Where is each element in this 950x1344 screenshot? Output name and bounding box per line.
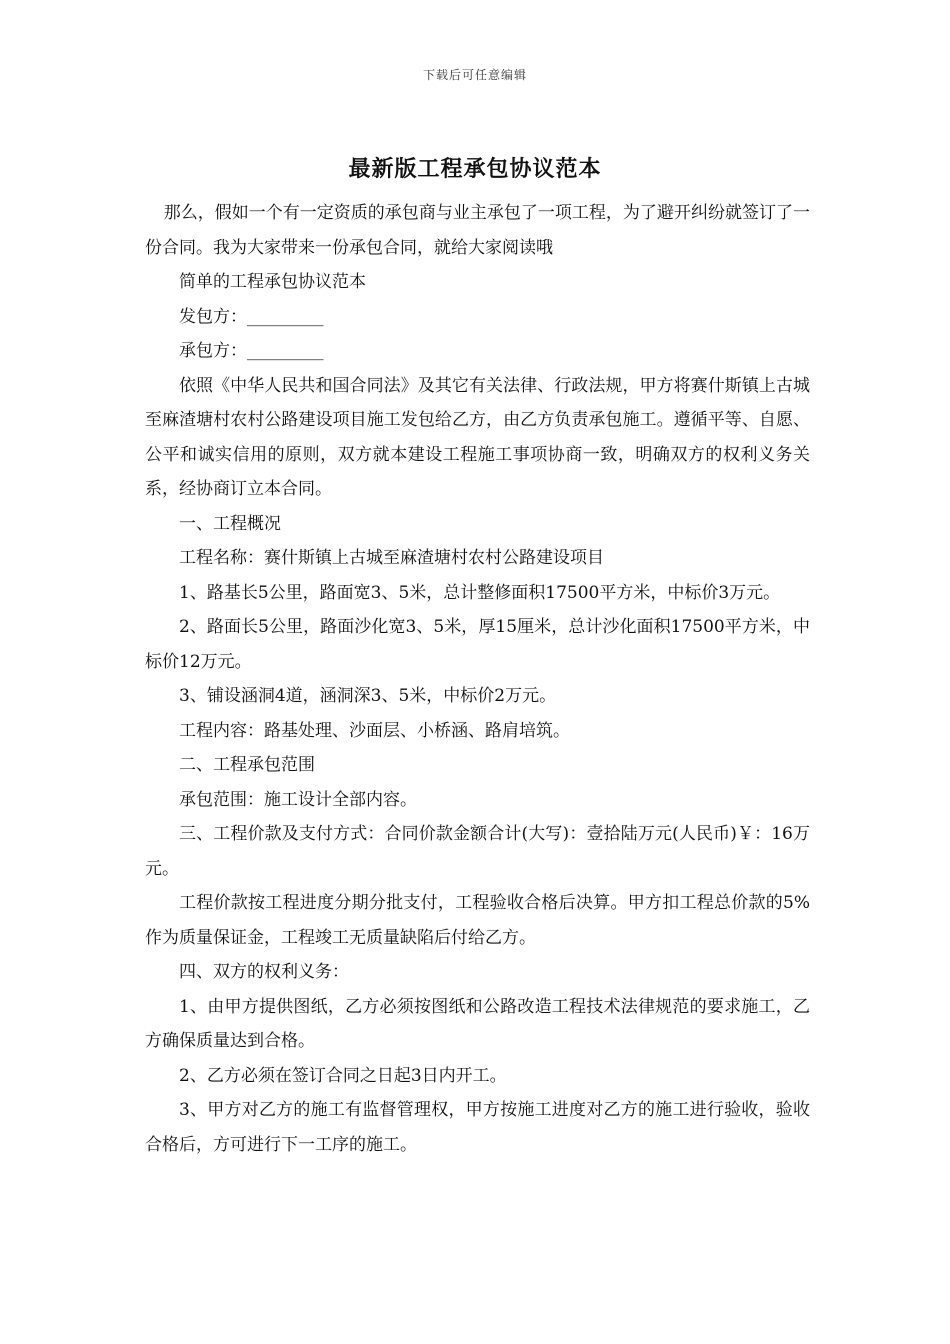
section-heading-rights: 四、双方的权利义务： bbox=[179, 962, 349, 982]
document-body bbox=[145, 196, 810, 1162]
paragraph-scope: 承包范围：施工设计全部内容。 bbox=[179, 789, 417, 810]
paragraph-item-3: 3、铺设涵洞4道，涵洞深3、5米，中标价2万元。 bbox=[179, 686, 557, 706]
paragraph-item-1: 1、路基长5公里，路面宽3、5米，总计整修面积17500平方米，中标价3万元。 bbox=[179, 582, 781, 603]
section-heading-price: 三、工程价款及支付方式：合同价款金额合计(大写)：壹拾陆万元(人民币)￥：16万元。 bbox=[145, 824, 810, 879]
paragraph-rights-2: 2、乙方必须在签订合同之日起3日内开工。 bbox=[179, 1065, 507, 1086]
section-heading-scope: 二、工程承包范围 bbox=[179, 755, 315, 775]
paragraph-intro: 那么，假如一个有一定资质的承包商与业主承包了一项工程，为了避开纠纷就签订了一份合同。我为大家带来一份承包合同，就给大家阅读哦 bbox=[145, 203, 810, 258]
paragraph-issuer: 发包方：_________ bbox=[179, 306, 324, 327]
paragraph-payment: 工程价款按工程进度分期分批支付，工程验收合格后决算。甲方扣工程总价款的5%作为质量保证金，工程竣工无质量缺陷后付给乙方。 bbox=[145, 893, 810, 948]
paragraph-contractor: 承包方：_________ bbox=[179, 341, 324, 361]
paragraph-content: 工程内容：路基处理、沙面层、小桥涵、路肩培筑。 bbox=[179, 720, 570, 741]
paragraph-item-2: 2、路面长5公里，路面沙化宽3、5米，厚15厘米，总计沙化面积17500平方米，中标价12万元。 bbox=[145, 617, 810, 672]
section-heading-overview: 一、工程概况 bbox=[179, 513, 281, 534]
paragraph-basis: 依照《中华人民共和国合同法》及其它有关法律、行政法规，甲方将赛什斯镇上古城至麻渣塘村农村公路建设项目施工发包给乙方，由乙方负责承包施工。遵循平等、自愿、公平和诚实信用的原则，双方就本建设工程施工事项协商一致，明确双方的权利义务关系，经协商订立本合同。 bbox=[145, 375, 810, 499]
header-note: 下载后可任意编辑 bbox=[422, 68, 527, 82]
document-title: 最新版工程承包协议范本 bbox=[348, 157, 602, 182]
paragraph-project-name: 工程名称：赛什斯镇上古城至麻渣塘村农村公路建设项目 bbox=[179, 548, 604, 568]
paragraph-rights-3: 3、甲方对乙方的施工有监督管理权，甲方按施工进度对乙方的施工进行验收，验收合格后，方可进行下一工序的施工。 bbox=[145, 1100, 810, 1155]
paragraph-subtitle: 简单的工程承包协议范本 bbox=[179, 272, 366, 292]
paragraph-rights-1: 1、由甲方提供图纸，乙方必须按图纸和公路改造工程技术法律规范的要求施工，乙方确保质量达到合格。 bbox=[145, 996, 810, 1051]
